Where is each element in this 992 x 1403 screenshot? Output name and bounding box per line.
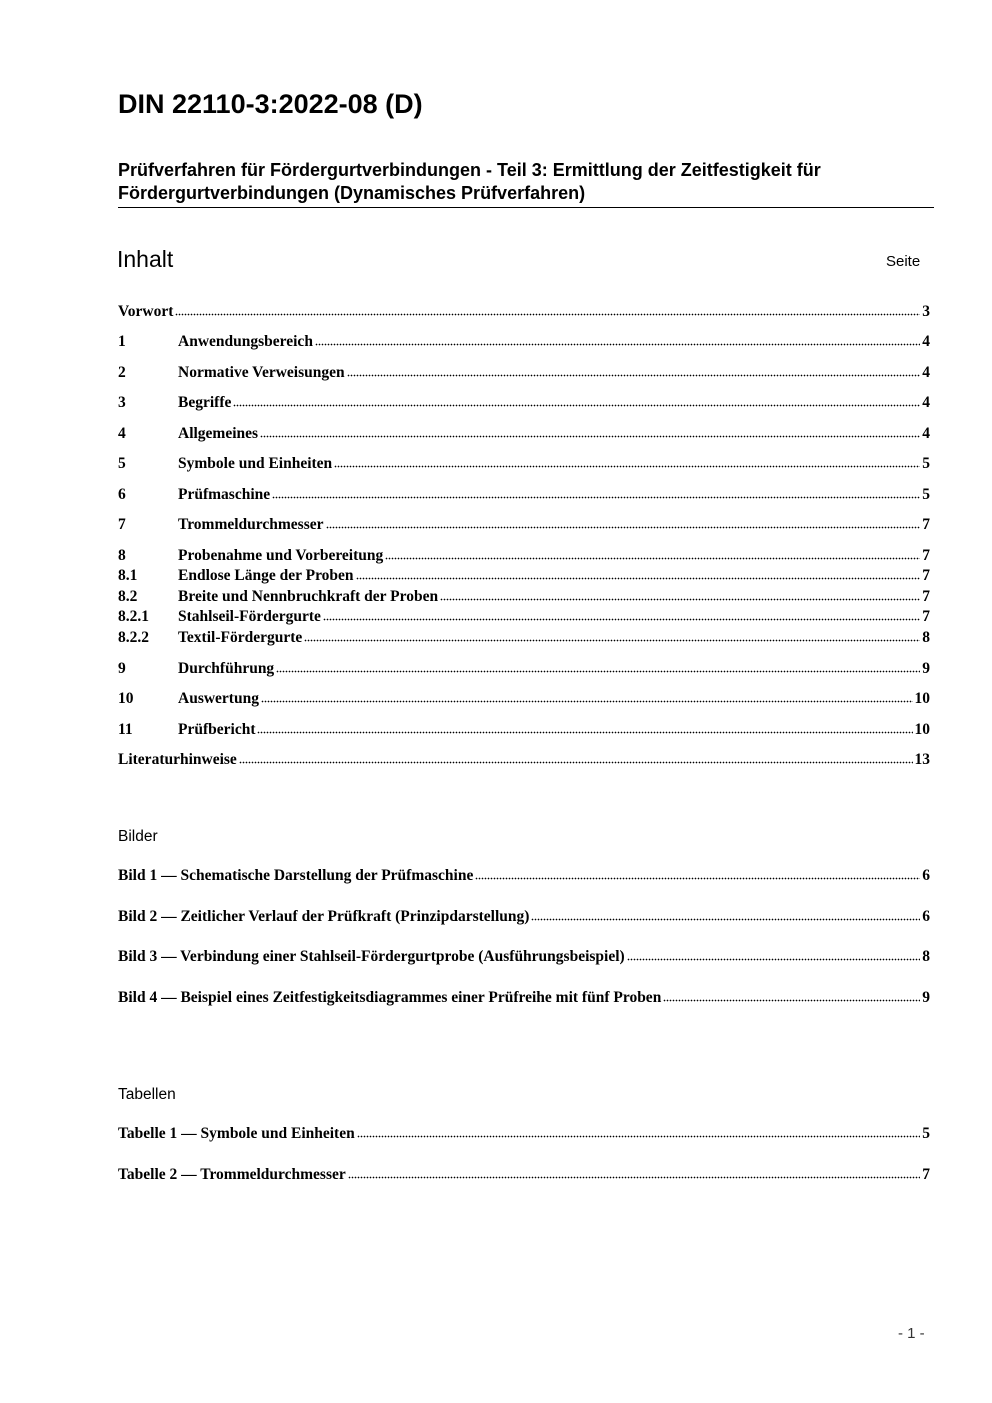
toc-entry-title: Vorwort (118, 303, 174, 320)
toc-entry-8-2[interactable] (118, 588, 930, 608)
dot-leader (627, 957, 921, 961)
table-entry-1[interactable] (118, 1125, 930, 1145)
toc-entry-title: Normative Verweisungen (178, 364, 345, 381)
toc-entry-page: 10 (914, 690, 930, 707)
figure-entry-4[interactable] (118, 989, 930, 1009)
figure-entry-page: 6 (922, 908, 930, 925)
figure-entry-3[interactable] (118, 948, 930, 968)
dot-leader (357, 1134, 921, 1138)
toc-entry-number: 1 (118, 333, 126, 350)
toc-entry-8-2-2[interactable] (118, 629, 930, 649)
toc-entry-number: 2 (118, 364, 126, 381)
toc-entry-title: Symbole und Einheiten (178, 455, 333, 472)
dot-leader (315, 342, 920, 346)
toc-entry-page: 10 (914, 721, 930, 738)
figure-entry-page: 9 (922, 989, 930, 1006)
figure-entry-title: Bild 3 — Verbindung einer Stahlseil-Fördergurtprobe (Ausführungsbeispiel) (118, 948, 625, 965)
toc-entry-title: Auswertung (178, 690, 259, 707)
toc-entry-title: Breite und Nennbruchkraft der Proben (178, 588, 439, 605)
dot-leader (334, 464, 920, 468)
dot-leader (257, 730, 912, 734)
toc-entry-5[interactable] (118, 455, 930, 475)
dot-leader (233, 403, 920, 407)
toc-entry-4[interactable] (118, 425, 930, 445)
toc-entry-page: 5 (922, 455, 930, 472)
toc-entry-8-1[interactable] (118, 567, 930, 587)
toc-entry-number: 8 (118, 547, 126, 564)
toc-entry-number: 5 (118, 455, 126, 472)
toc-entry-title: Stahlseil-Fördergurte (178, 608, 321, 625)
toc-entry-page: 5 (922, 486, 930, 503)
toc-entry-11[interactable] (118, 721, 930, 741)
dot-leader (385, 556, 920, 560)
figure-entry-page: 6 (922, 867, 930, 884)
toc-entry-number: 9 (118, 660, 126, 677)
toc-entry-1[interactable] (118, 333, 930, 353)
toc-entry-8[interactable] (118, 547, 930, 567)
table-entry-title: Tabelle 2 — Trommeldurchmesser (118, 1166, 346, 1183)
toc-entry-page: 7 (922, 547, 930, 564)
dot-leader (348, 1175, 920, 1179)
toc-entry-vorwort[interactable] (118, 303, 930, 323)
toc-entry-number: 8.2.1 (118, 608, 149, 625)
toc-entry-title: Probenahme und Vorbereitung (178, 547, 384, 564)
toc-entry-number: 8.2.2 (118, 629, 149, 646)
toc-entry-6[interactable] (118, 486, 930, 506)
contents-heading: Inhalt (117, 246, 174, 272)
dot-leader (272, 495, 920, 499)
toc-entry-number: 3 (118, 394, 126, 411)
toc-entry-page: 4 (922, 364, 930, 381)
dot-leader (326, 525, 921, 529)
toc-entry-page: 4 (922, 425, 930, 442)
dot-leader (304, 638, 920, 642)
toc-entry-title: Allgemeines (178, 425, 259, 442)
table-entry-title: Tabelle 1 — Symbole und Einheiten (118, 1125, 355, 1142)
toc-entry-page: 9 (922, 660, 930, 677)
toc-entry-number: 7 (118, 516, 126, 533)
document-subtitle: Prüfverfahren für Fördergurtverbindungen - Teil 3: Ermittlung der Zeitfestigkeit für Fördergurtverbindungen (Dynamisches Prüfverfahren) (118, 159, 934, 208)
figure-entry-1[interactable] (118, 867, 930, 887)
toc-entry-page: 7 (922, 567, 930, 584)
toc-entry-title: Textil-Fördergurte (178, 629, 303, 646)
toc-entry-literaturhinweise[interactable] (118, 751, 930, 771)
toc-entry-page: 7 (922, 516, 930, 533)
page-column-label: Seite (886, 253, 921, 270)
toc-entry-number: 8.2 (118, 588, 138, 605)
dot-leader (531, 917, 920, 921)
toc-entry-page: 7 (922, 608, 930, 625)
toc-entry-8-2-1[interactable] (118, 608, 930, 628)
dot-leader (663, 998, 920, 1002)
toc-entry-number: 8.1 (118, 567, 138, 584)
figures-heading: Bilder (118, 828, 158, 845)
toc-entry-page: 13 (914, 751, 930, 768)
table-entry-page: 5 (922, 1125, 930, 1142)
toc-entry-2[interactable] (118, 364, 930, 384)
dot-leader (475, 876, 920, 880)
toc-entry-title: Durchführung (178, 660, 275, 677)
dot-leader (323, 617, 920, 621)
toc-entry-number: 4 (118, 425, 126, 442)
dot-leader (175, 312, 920, 316)
toc-entry-title: Prüfmaschine (178, 486, 271, 503)
toc-entry-title: Trommeldurchmesser (178, 516, 324, 533)
figure-entry-title: Bild 1 — Schematische Darstellung der Prüfmaschine (118, 867, 474, 884)
dot-leader (260, 434, 920, 438)
toc-entry-3[interactable] (118, 394, 930, 414)
toc-entry-number: 6 (118, 486, 126, 503)
toc-entry-page: 4 (922, 333, 930, 350)
toc-entry-page: 4 (922, 394, 930, 411)
table-entry-2[interactable] (118, 1166, 930, 1186)
toc-entry-7[interactable] (118, 516, 930, 536)
toc-entry-title: Literaturhinweise (118, 751, 237, 768)
toc-entry-10[interactable] (118, 690, 930, 710)
dot-leader (261, 699, 913, 703)
toc-entry-page: 3 (922, 303, 930, 320)
toc-entry-page: 8 (922, 629, 930, 646)
dot-leader (276, 669, 920, 673)
toc-entry-number: 10 (118, 690, 134, 707)
toc-entry-title: Begriffe (178, 394, 232, 411)
dot-leader (347, 373, 921, 377)
toc-entry-title: Anwendungsbereich (178, 333, 313, 350)
figure-entry-title: Bild 2 — Zeitlicher Verlauf der Prüfkraft (Prinzipdarstellung) (118, 908, 530, 925)
toc-entry-page: 7 (922, 588, 930, 605)
dot-leader (356, 576, 921, 580)
dot-leader (440, 597, 920, 601)
dot-leader (239, 760, 913, 764)
toc-entry-number: 11 (118, 721, 133, 738)
figure-entry-2[interactable] (118, 908, 930, 928)
table-entry-page: 7 (922, 1166, 930, 1183)
page-number: - 1 - (898, 1325, 925, 1342)
figure-entry-page: 8 (922, 948, 930, 965)
document-title: DIN 22110-3:2022-08 (D) (118, 89, 423, 119)
toc-entry-title: Prüfbericht (178, 721, 256, 738)
toc-entry-9[interactable] (118, 660, 930, 680)
toc-entry-title: Endlose Länge der Proben (178, 567, 354, 584)
tables-heading: Tabellen (118, 1086, 176, 1103)
figure-entry-title: Bild 4 — Beispiel eines Zeitfestigkeitsdiagrammes einer Prüfreihe mit fünf Proben (118, 989, 662, 1006)
